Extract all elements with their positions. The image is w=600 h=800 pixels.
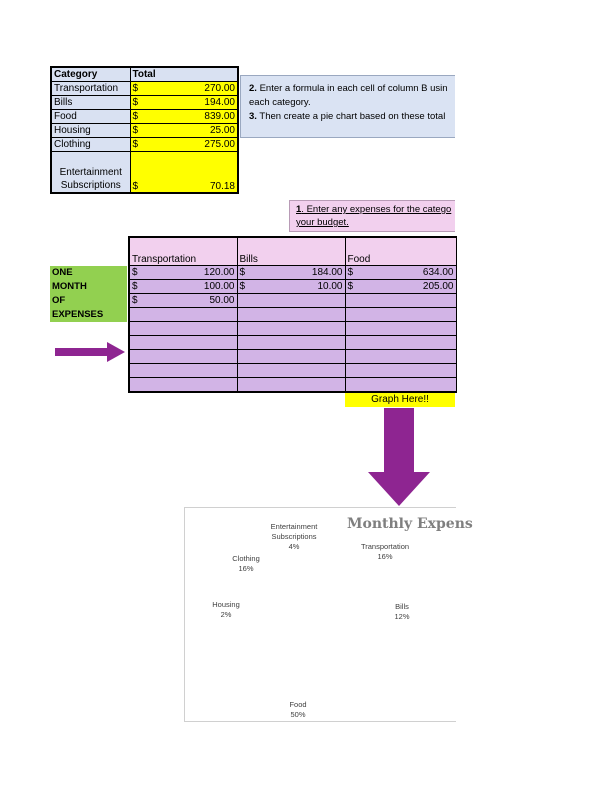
expense-cell[interactable] [237,280,345,294]
currency-symbol: $ [132,97,139,108]
total-cell[interactable] [130,110,238,124]
slice-label-transportation [361,542,409,562]
instruction-1-line2: your budget. [296,217,349,228]
total-header[interactable]: Total [130,67,238,82]
expense-cell[interactable] [345,364,456,378]
table-row [51,96,238,110]
chart-title: Monthly Expens [347,516,473,532]
expense-cell[interactable] [129,294,237,308]
total-cell[interactable] [130,96,238,110]
expense-value: 100.00 [203,281,235,292]
currency-symbol: $ [132,295,138,306]
slice-label-housing [212,600,240,620]
instructions-box[interactable] [240,75,455,138]
currency-symbol: $ [132,125,139,136]
total-cell[interactable] [130,82,238,96]
table-row [51,82,238,96]
expense-cell[interactable] [237,378,345,393]
label-line: EXPENSES [52,309,104,320]
category-cell[interactable]: Food [51,110,130,124]
label-line: MONTH [52,281,87,292]
table-header-row [51,67,238,82]
label-line: ONE [52,267,73,278]
expense-cell[interactable] [345,322,456,336]
category-cell[interactable]: Housing [51,124,130,138]
expense-cell[interactable] [345,308,456,322]
expense-cell[interactable] [345,378,456,393]
category-line: Entertainment [59,167,122,178]
expense-cell[interactable] [345,294,456,308]
currency-symbol: $ [132,139,139,150]
slice-name: Housing [212,600,240,609]
instruction-1-box[interactable] [289,200,455,232]
expense-cell[interactable] [129,280,237,294]
expense-value: 50.00 [209,295,235,306]
currency-symbol: $ [347,281,354,292]
total-cell[interactable] [130,138,238,152]
slice-percent: 16% [377,552,393,561]
expense-header-food[interactable]: Food [345,237,456,266]
expense-cell[interactable] [345,350,456,364]
expense-value: 10.00 [317,281,343,292]
expense-header-row [129,237,456,266]
expense-cell[interactable] [237,266,345,280]
expense-row [129,280,456,294]
currency-symbol: $ [239,267,246,278]
down-arrow-icon [368,408,430,506]
slice-label-clothing [232,554,260,574]
currency-symbol: $ [347,267,354,278]
table-row [51,152,238,194]
slice-label-food [289,700,306,720]
expense-cell[interactable] [129,378,237,393]
pie-chart-area[interactable] [184,507,473,722]
slice-percent: 12% [394,612,410,621]
currency-symbol: $ [132,281,138,292]
empty-expense-row [129,336,456,350]
expense-header-transportation[interactable]: Transportation [129,237,237,266]
step-text: Then create a pie chart based on these total [256,111,446,122]
expense-value: 205.00 [422,281,454,292]
instruction-step-3 [249,110,455,124]
expense-cell[interactable] [237,322,345,336]
currency-symbol: $ [132,267,138,278]
currency-symbol: $ [132,181,139,192]
slice-label-bills [394,602,409,622]
expense-cell[interactable] [129,336,237,350]
instruction-step-2 [249,82,455,96]
expense-cell[interactable] [129,350,237,364]
category-cell[interactable]: Bills [51,96,130,110]
slice-percent: 2% [220,610,232,619]
table-row [51,110,238,124]
empty-expense-row [129,308,456,322]
table-row [51,124,238,138]
category-cell[interactable] [51,152,130,194]
expense-cell[interactable] [129,308,237,322]
total-value: 839.00 [204,111,235,122]
empty-expense-row [129,322,456,336]
total-cell[interactable] [130,152,238,194]
step-number: 3. [249,111,257,122]
category-cell[interactable]: Transportation [51,82,130,96]
instruction-step-2-line2: each category. [249,97,311,108]
slice-percent: 16% [238,564,254,573]
expense-cell[interactable] [237,336,345,350]
slice-percent: 4% [288,542,300,551]
expense-cell[interactable] [345,280,456,294]
slice-percent: 50% [290,710,306,719]
expense-cell[interactable] [345,336,456,350]
expense-cell[interactable] [237,294,345,308]
label-line: OF [52,295,66,306]
expense-cell[interactable] [237,308,345,322]
category-line: Subscriptions [60,180,121,191]
step-text: Enter a formula in each cell of column B usin [256,83,448,94]
category-header[interactable]: Category [51,67,130,82]
expense-row [129,294,456,308]
instruction-1-line1 [296,203,455,216]
slice-name: Entertainment [270,522,318,531]
slice-name: Bills [395,602,409,611]
category-cell[interactable]: Clothing [51,138,130,152]
total-value: 25.00 [209,125,235,136]
expense-cell[interactable] [237,350,345,364]
expense-row [129,266,456,280]
expense-cell[interactable] [129,364,237,378]
expense-header-bills[interactable]: Bills [237,237,345,266]
step-number: 2. [249,83,257,94]
empty-expense-row [129,378,456,393]
expense-table [128,236,457,393]
slice-name: Clothing [232,554,260,563]
currency-symbol: $ [132,83,139,94]
empty-expense-row [129,364,456,378]
total-value: 70.18 [209,181,235,192]
expense-value: 634.00 [422,267,454,278]
slice-name: Food [289,700,307,709]
currency-symbol: $ [132,111,139,122]
expense-value: 120.00 [203,267,235,278]
total-value: 194.00 [204,97,235,108]
category-summary-table [50,66,239,194]
expense-cell[interactable] [345,266,456,280]
slice-name: Transportation [360,542,410,551]
step-text: . Enter any expenses for the catego [301,204,452,215]
slice-label-entertainment [271,522,318,552]
right-arrow-icon [55,342,125,362]
total-value: 270.00 [204,83,235,94]
one-month-of-expenses-label[interactable] [50,266,127,322]
expense-cell[interactable] [129,266,237,280]
currency-symbol: $ [239,281,246,292]
total-value: 275.00 [204,139,235,150]
table-row [51,138,238,152]
expense-value: 184.00 [311,267,343,278]
graph-here-label[interactable]: Graph Here!! [345,393,455,407]
step-number: 1 [296,204,302,215]
total-cell[interactable] [130,124,238,138]
empty-expense-row [129,350,456,364]
expense-cell[interactable] [129,322,237,336]
slice-name: Subscriptions [271,532,317,541]
expense-cell[interactable] [237,364,345,378]
